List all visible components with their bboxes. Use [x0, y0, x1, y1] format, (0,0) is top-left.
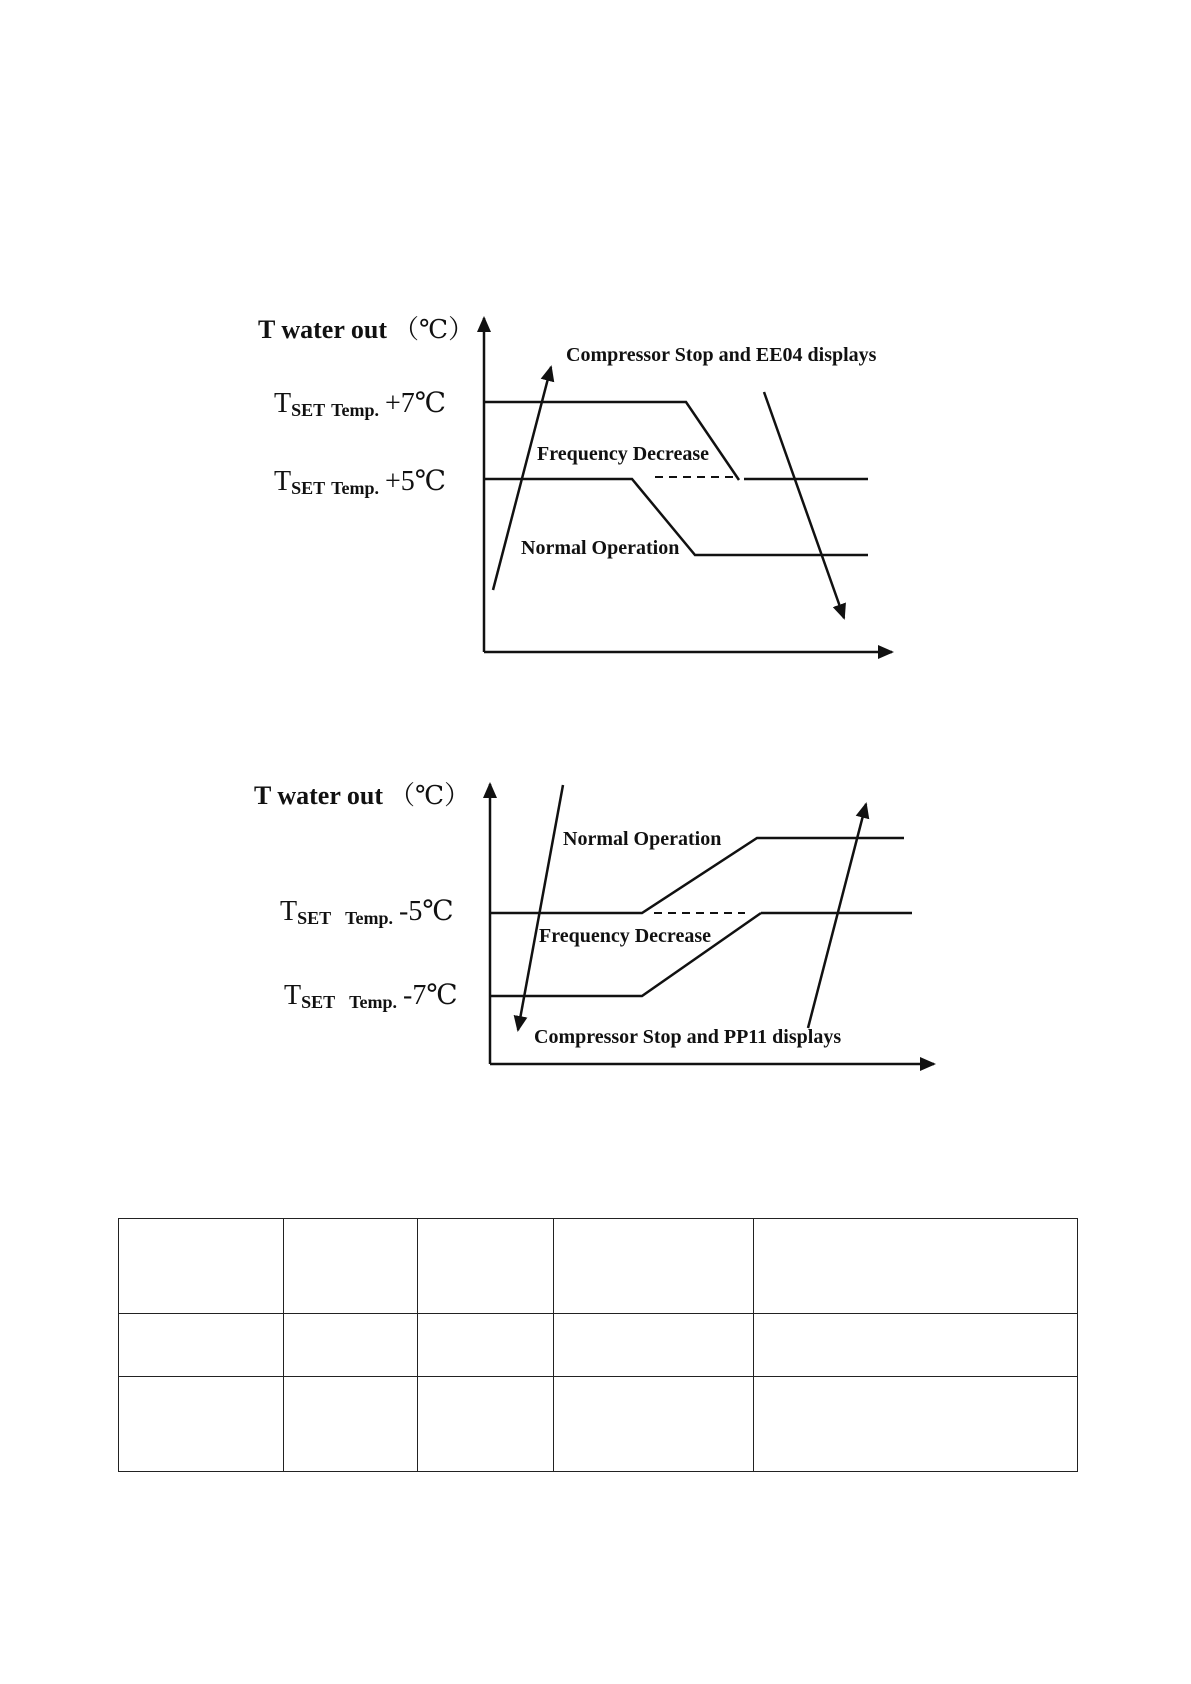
spec-table	[118, 1218, 1078, 1472]
table-cell	[418, 1377, 554, 1472]
table-cell	[119, 1219, 284, 1314]
axis-title-2: T water out （℃）	[254, 781, 471, 810]
table-row	[119, 1219, 1078, 1314]
table-cell	[754, 1377, 1078, 1472]
tset-label-plus7: TSET Temp. +7℃	[274, 388, 447, 420]
tset-label-minus5: TSET Temp. -5℃	[280, 896, 454, 928]
table-cell	[418, 1219, 554, 1314]
diagram-low-temp-protection	[254, 781, 934, 1064]
table-row	[119, 1377, 1078, 1472]
table-cell	[284, 1377, 418, 1472]
falling-arrow-2	[518, 785, 563, 1030]
table-cell	[284, 1314, 418, 1377]
table-cell	[119, 1377, 284, 1472]
tset-label-plus5: TSET Temp. +5℃	[274, 466, 447, 498]
table-cell	[554, 1314, 754, 1377]
table-cell	[754, 1314, 1078, 1377]
label-compressor-stop-ee04: Compressor Stop and EE04 displays	[566, 344, 877, 366]
table-cell	[284, 1219, 418, 1314]
table-cell	[418, 1314, 554, 1377]
threshold-line-plus7	[484, 402, 739, 480]
label-compressor-stop-pp11: Compressor Stop and PP11 displays	[534, 1026, 842, 1048]
falling-arrow-1	[764, 392, 844, 618]
label-normal-operation-2: Normal Operation	[563, 828, 722, 850]
tset-label-minus7: TSET Temp. -7℃	[284, 980, 458, 1012]
table-cell	[754, 1219, 1078, 1314]
table-cell	[554, 1219, 754, 1314]
table-cell	[119, 1314, 284, 1377]
table-row	[119, 1314, 1078, 1377]
axis-title-1: T water out （℃）	[258, 315, 475, 344]
label-frequency-decrease-2: Frequency Decrease	[539, 925, 711, 947]
label-frequency-decrease-1: Frequency Decrease	[537, 443, 709, 465]
table-cell	[554, 1377, 754, 1472]
diagram-high-temp-protection	[258, 315, 892, 652]
label-normal-operation-1: Normal Operation	[521, 537, 680, 559]
